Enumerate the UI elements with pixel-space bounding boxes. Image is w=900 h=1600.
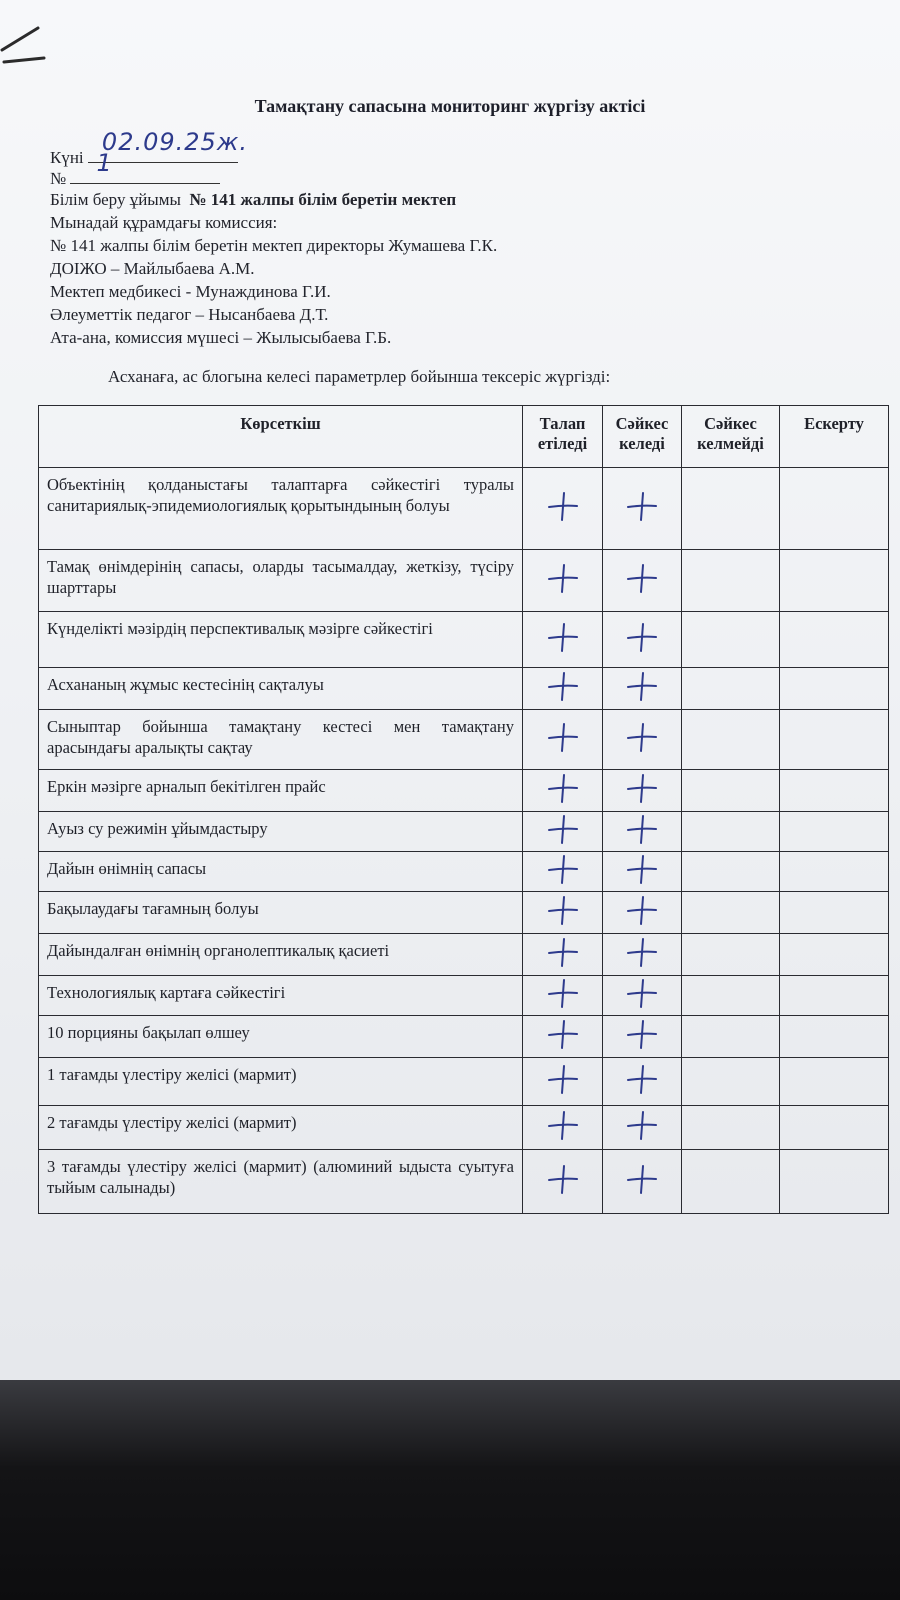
compliant-cell — [603, 668, 682, 710]
column-header-indicator: Көрсеткіш — [39, 406, 523, 468]
indicator-cell: 2 тағамды үлестіру желісі (мармит) — [39, 1106, 523, 1150]
table-row — [39, 976, 889, 1016]
compliant-cell — [603, 1150, 682, 1214]
note-cell — [780, 668, 889, 710]
indicator-cell: Дайындалған өнімнің органолептикалық қасиеті — [39, 934, 523, 976]
note-cell — [780, 1150, 889, 1214]
handwritten-plus-mark-icon — [625, 1108, 659, 1142]
handwritten-plus-mark-icon — [625, 561, 659, 595]
compliant-cell — [603, 1058, 682, 1106]
handwritten-plus-mark-icon — [546, 976, 580, 1010]
noncompliant-cell — [682, 1016, 780, 1058]
indicator-cell: Күнделікті мәзірдің перспективалық мәзірге сәйкестігі — [39, 612, 523, 668]
note-cell — [780, 892, 889, 934]
handwritten-plus-mark-icon — [546, 935, 580, 969]
handwritten-plus-mark-icon — [625, 1017, 659, 1051]
noncompliant-cell — [682, 852, 780, 892]
column-header-compliant: Сәйкес келеді — [603, 406, 682, 468]
handwritten-plus-mark-icon — [546, 489, 580, 523]
required-cell — [523, 892, 603, 934]
table-row — [39, 1058, 889, 1106]
noncompliant-cell — [682, 892, 780, 934]
commission-member: № 141 жалпы білім беретін мектеп директоры Жумашева Г.К. — [50, 236, 498, 255]
handwritten-plus-mark-icon — [546, 771, 580, 805]
handwritten-plus-mark-icon — [625, 620, 659, 654]
table-row — [39, 892, 889, 934]
note-cell — [780, 976, 889, 1016]
commission-member: Әлеуметтік педагог – Нысанбаева Д.Т. — [50, 305, 329, 324]
table-row — [39, 710, 889, 770]
noncompliant-cell — [682, 770, 780, 812]
noncompliant-cell — [682, 812, 780, 852]
compliant-cell — [603, 812, 682, 852]
indicator-cell: Еркін мәзірге арналып бекітілген прайс — [39, 770, 523, 812]
compliant-cell — [603, 976, 682, 1016]
noncompliant-cell — [682, 1058, 780, 1106]
indicator-cell: Асхананың жұмыс кестесінің сақталуы — [39, 668, 523, 710]
required-cell — [523, 770, 603, 812]
indicator-cell: 1 тағамды үлестіру желісі (мармит) — [39, 1058, 523, 1106]
number-field — [70, 149, 220, 184]
compliant-cell — [603, 852, 682, 892]
handwritten-plus-mark-icon — [625, 1162, 659, 1196]
required-cell — [523, 710, 603, 770]
table-row — [39, 1016, 889, 1058]
handwritten-plus-mark-icon — [546, 893, 580, 927]
table-row — [39, 668, 889, 710]
handwritten-plus-mark-icon — [546, 620, 580, 654]
handwritten-corner-mark — [0, 10, 60, 70]
note-cell — [780, 1106, 889, 1150]
note-cell — [780, 612, 889, 668]
column-header-required: Талап етіледі — [523, 406, 603, 468]
table-row — [39, 1106, 889, 1150]
handwritten-plus-mark-icon — [546, 1062, 580, 1096]
handwritten-plus-mark-icon — [546, 1017, 580, 1051]
noncompliant-cell — [682, 1150, 780, 1214]
noncompliant-cell — [682, 710, 780, 770]
table-body — [39, 468, 889, 1214]
compliant-cell — [603, 468, 682, 550]
handwritten-plus-mark-icon — [546, 812, 580, 846]
school-label: Білім беру ұйымы — [50, 190, 181, 209]
handwritten-plus-mark-icon — [546, 669, 580, 703]
compliant-cell — [603, 934, 682, 976]
required-cell — [523, 1058, 603, 1106]
date-label: Күні — [50, 148, 84, 167]
indicator-cell: Бақылаудағы тағамның болуы — [39, 892, 523, 934]
note-cell — [780, 770, 889, 812]
indicator-cell: Сыныптар бойынша тамақтану кестесі мен тамақтану арасындағы аралықты сақтау — [39, 710, 523, 770]
compliant-cell — [603, 1106, 682, 1150]
note-cell — [780, 550, 889, 612]
handwritten-plus-mark-icon — [625, 1062, 659, 1096]
handwritten-plus-mark-icon — [625, 976, 659, 1010]
noncompliant-cell — [682, 468, 780, 550]
note-cell — [780, 812, 889, 852]
indicator-cell: 3 тағамды үлестіру желісі (мармит) (алюминий ыдыста суытуға тыйым салынады) — [39, 1150, 523, 1214]
handwritten-plus-mark-icon — [625, 669, 659, 703]
indicator-cell: 10 порцияны бақылап өлшеу — [39, 1016, 523, 1058]
commission-intro: Мынадай құрамдағы комиссия: — [50, 213, 278, 232]
commission-member: ДОІЖО – Майлыбаева А.М. — [50, 259, 255, 278]
table-header-row — [39, 406, 889, 468]
table-row — [39, 934, 889, 976]
indicator-cell: Ауыз су режимін ұйымдастыру — [39, 812, 523, 852]
commission-member: Ата-ана, комиссия мүшесі – Жылысыбаева Г.Б. — [50, 328, 392, 347]
required-cell — [523, 668, 603, 710]
note-cell — [780, 852, 889, 892]
table-row — [39, 550, 889, 612]
handwritten-plus-mark-icon — [625, 812, 659, 846]
noncompliant-cell — [682, 668, 780, 710]
column-header-noncompliant: Сәйкес келмейді — [682, 406, 780, 468]
required-cell — [523, 612, 603, 668]
required-cell — [523, 852, 603, 892]
column-header-note: Ескерту — [780, 406, 889, 468]
indicator-cell: Тамақ өнімдерінің сапасы, оларды тасымалдау, жеткізу, түсіру шарттары — [39, 550, 523, 612]
handwritten-plus-mark-icon — [546, 852, 580, 886]
handwritten-plus-mark-icon — [625, 852, 659, 886]
school-line — [50, 190, 456, 210]
handwritten-plus-mark-icon — [625, 893, 659, 927]
compliant-cell — [603, 1016, 682, 1058]
commission-member: Мектеп медбикесі - Мунаждинова Г.И. — [50, 282, 331, 301]
number-value: 1 — [96, 149, 113, 177]
handwritten-plus-mark-icon — [546, 720, 580, 754]
required-cell — [523, 812, 603, 852]
indicator-cell: Объектінің қолданыстағы талаптарға сәйкестігі туралы санитариялық-эпидемиологиялық қорытындының болуы — [39, 468, 523, 550]
note-cell — [780, 468, 889, 550]
required-cell — [523, 550, 603, 612]
school-name: № 141 жалпы білім беретін мектеп — [189, 190, 457, 209]
compliant-cell — [603, 770, 682, 812]
indicator-cell: Технологиялық картаға сәйкестігі — [39, 976, 523, 1016]
note-cell — [780, 1016, 889, 1058]
compliant-cell — [603, 550, 682, 612]
inspection-intro: Асханаға, ас блогына келесі параметрлер бойынша тексеріс жүргізді: — [108, 367, 611, 386]
noncompliant-cell — [682, 976, 780, 1016]
note-cell — [780, 710, 889, 770]
number-label: № — [50, 169, 67, 188]
required-cell — [523, 976, 603, 1016]
compliant-cell — [603, 612, 682, 668]
note-cell — [780, 934, 889, 976]
handwritten-plus-mark-icon — [546, 561, 580, 595]
required-cell — [523, 1016, 603, 1058]
table-row — [39, 1150, 889, 1214]
noncompliant-cell — [682, 550, 780, 612]
compliant-cell — [603, 892, 682, 934]
handwritten-plus-mark-icon — [625, 935, 659, 969]
noncompliant-cell — [682, 1106, 780, 1150]
table-row — [39, 812, 889, 852]
table-row — [39, 852, 889, 892]
note-cell — [780, 1058, 889, 1106]
table-row — [39, 770, 889, 812]
monitoring-table — [38, 405, 889, 1214]
background-surface — [0, 1380, 900, 1600]
required-cell — [523, 1106, 603, 1150]
noncompliant-cell — [682, 934, 780, 976]
handwritten-plus-mark-icon — [546, 1108, 580, 1142]
required-cell — [523, 468, 603, 550]
handwritten-plus-mark-icon — [625, 720, 659, 754]
table-row — [39, 612, 889, 668]
handwritten-plus-mark-icon — [546, 1162, 580, 1196]
handwritten-plus-mark-icon — [625, 489, 659, 523]
indicator-cell: Дайын өнімнің сапасы — [39, 852, 523, 892]
document-title: Тамақтану сапасына мониторинг жүргізу актісі — [254, 96, 646, 116]
required-cell — [523, 1150, 603, 1214]
table-row — [39, 468, 889, 550]
compliant-cell — [603, 710, 682, 770]
required-cell — [523, 934, 603, 976]
noncompliant-cell — [682, 612, 780, 668]
date-value: 02.09.25ж. — [101, 128, 249, 156]
handwritten-plus-mark-icon — [625, 771, 659, 805]
